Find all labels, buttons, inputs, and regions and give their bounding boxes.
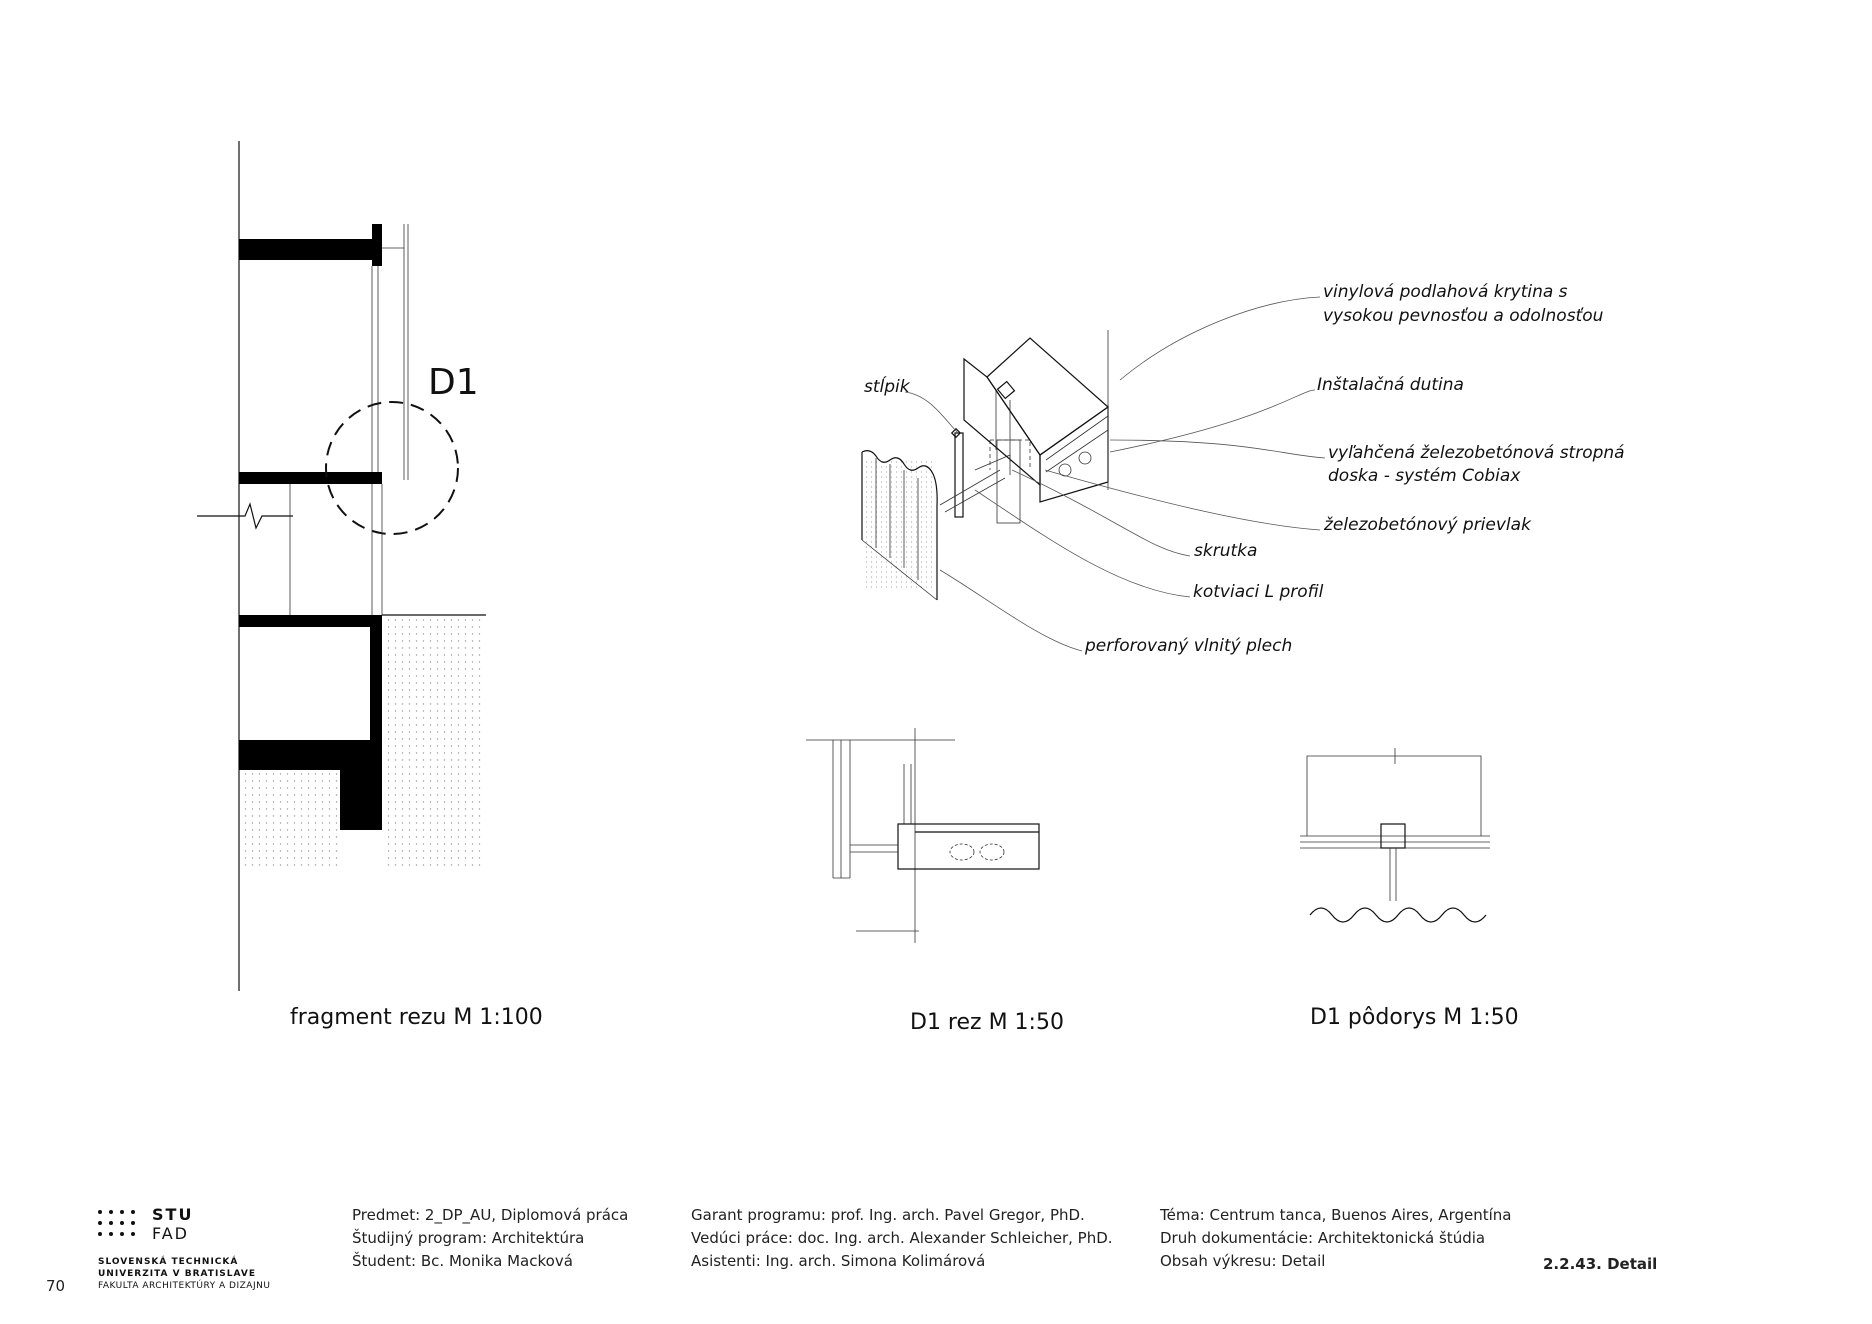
sheet-id: 2.2.43. Detail (1543, 1255, 1658, 1273)
label-slab-line2: doska - systém Cobiax (1328, 466, 1521, 486)
theme: Téma: Centrum tanca, Buenos Aires, Argentína (1160, 1206, 1512, 1224)
label-post: stĺpik (864, 377, 910, 397)
d1-plan-drawing (1300, 748, 1490, 922)
program-guarantor: Garant programu: prof. Ing. arch. Pavel Gregor, PhD. (691, 1206, 1085, 1224)
label-sheet: perforovaný vlnitý plech (1085, 636, 1293, 656)
detail-marker: D1 (428, 362, 479, 403)
label-flooring: vinylová podlahová krytina s (1323, 282, 1568, 302)
plan-title: D1 pôdorys M 1:50 (1310, 1005, 1519, 1030)
label-slab: vyľahčená železobetónová stropná (1328, 443, 1625, 463)
fragment-section-drawing (197, 141, 486, 991)
section-title: D1 rez M 1:50 (910, 1010, 1064, 1035)
svg-text:SLOVENSKÁ TECHNICKÁ: SLOVENSKÁ TECHNICKÁ (98, 1257, 239, 1267)
documentation-type: Druh dokumentácie: Architektonická štúdia (1160, 1229, 1486, 1247)
study-program: Študijný program: Architektúra (352, 1229, 585, 1247)
label-screw: skrutka (1194, 541, 1258, 561)
label-anchor: kotviaci L profil (1193, 582, 1324, 602)
subject: Predmet: 2_DP_AU, Diplomová práca (352, 1206, 629, 1224)
floor-slab-upper (239, 239, 382, 260)
drawing-content: Obsah výkresu: Detail (1160, 1252, 1326, 1270)
footing (340, 770, 382, 830)
supervisor: Vedúci práce: doc. Ing. arch. Alexander Schleicher, PhD. (691, 1229, 1113, 1247)
student: Študent: Bc. Monika Macková (352, 1252, 573, 1270)
label-beam: železobetónový prievlak (1324, 515, 1531, 535)
svg-text:FAKULTA ARCHITEKTÚRY A DIZAJNU: FAKULTA ARCHITEKTÚRY A DIZAJNU (98, 1281, 271, 1291)
fragment-title: fragment rezu M 1:100 (290, 1005, 543, 1030)
stu-fad-logo (98, 1205, 270, 1291)
d1-section-drawing (806, 728, 1039, 943)
page-number: 70 (46, 1277, 66, 1295)
detail-callout-circle (326, 402, 458, 534)
title-block (352, 1206, 1657, 1273)
label-flooring-line2: vysokou pevnosťou a odolnosťou (1323, 306, 1604, 326)
svg-text:FAD: FAD (152, 1224, 189, 1243)
assistants: Asistenti: Ing. arch. Simona Kolimárová (691, 1252, 986, 1270)
break-line (197, 504, 293, 528)
svg-text:STU: STU (152, 1205, 194, 1224)
svg-text:UNIVERZITA V BRATISLAVE: UNIVERZITA V BRATISLAVE (98, 1269, 256, 1279)
label-cavity: Inštalačná dutina (1317, 375, 1464, 395)
floor-slab-lower (239, 472, 382, 484)
isometric-detail-drawing (862, 330, 1108, 600)
